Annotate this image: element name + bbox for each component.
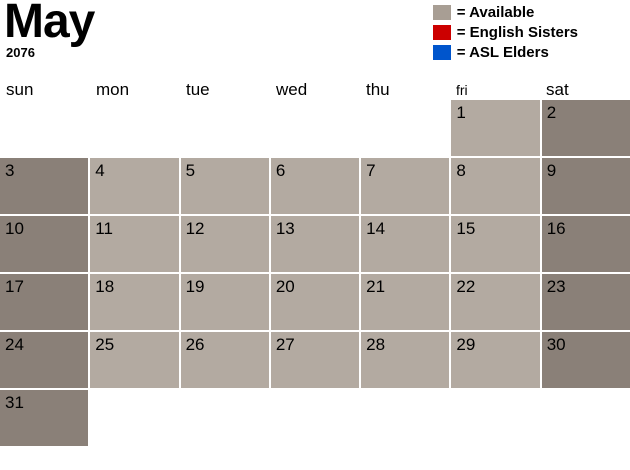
calendar-day-cell[interactable] <box>271 332 359 388</box>
weekday-label-tue: tue <box>186 80 210 99</box>
day-number: 8 <box>456 161 466 180</box>
legend-swatch-asl-elders <box>433 45 451 60</box>
calendar-cell-empty <box>271 390 359 446</box>
day-number: 4 <box>95 161 105 180</box>
day-number: 23 <box>546 277 566 296</box>
calendar-day-cell[interactable] <box>0 216 88 272</box>
calendar-day-cell[interactable] <box>542 216 630 272</box>
calendar-day-cell[interactable] <box>0 332 88 388</box>
day-number: 9 <box>546 161 557 180</box>
day-number: 6 <box>275 161 286 180</box>
calendar-week-row <box>0 100 630 156</box>
day-number: 16 <box>546 219 566 238</box>
calendar-cell-empty <box>90 390 178 446</box>
calendar-day-cell[interactable] <box>451 274 539 330</box>
calendar-day-cell[interactable] <box>271 216 359 272</box>
calendar-day-cell[interactable] <box>0 274 88 330</box>
day-number: 5 <box>185 161 196 180</box>
legend-label: = ASL Elders <box>456 44 549 61</box>
legend-row <box>433 44 578 61</box>
day-number: 12 <box>185 219 205 238</box>
calendar-day-cell[interactable] <box>361 216 449 272</box>
calendar-week-row <box>0 390 630 446</box>
day-number: 7 <box>366 161 376 180</box>
calendar-day-cell[interactable] <box>542 332 630 388</box>
day-number: 21 <box>366 277 386 296</box>
day-number: 13 <box>275 219 295 238</box>
calendar-day-cell[interactable] <box>361 332 449 388</box>
day-number: 24 <box>5 335 24 354</box>
legend-swatch-english-sisters <box>433 25 451 40</box>
day-number: 15 <box>456 219 476 238</box>
calendar-cell-empty <box>542 390 630 446</box>
day-number: 19 <box>185 277 205 296</box>
day-number: 26 <box>185 335 205 354</box>
calendar-cell-empty <box>361 390 449 446</box>
day-number: 20 <box>275 277 295 296</box>
calendar-week-row <box>0 158 630 214</box>
day-number: 14 <box>366 219 386 238</box>
day-number: 25 <box>95 335 115 354</box>
calendar-day-cell[interactable] <box>90 274 178 330</box>
day-number: 31 <box>5 393 24 412</box>
calendar-week-row <box>0 332 630 388</box>
day-number: 27 <box>275 335 295 354</box>
weekday-label-wed: wed <box>276 80 308 99</box>
legend-swatch-available <box>433 5 451 20</box>
day-number: 28 <box>366 335 386 354</box>
calendar-day-cell[interactable] <box>542 158 630 214</box>
legend <box>433 4 578 61</box>
calendar-grid <box>0 100 630 446</box>
calendar-day-cell[interactable] <box>181 332 269 388</box>
legend-label: = Available <box>456 4 535 21</box>
calendar-cell-empty <box>271 100 359 156</box>
calendar-day-cell[interactable] <box>542 274 630 330</box>
calendar-day-cell[interactable] <box>361 158 449 214</box>
day-number: 18 <box>95 277 115 296</box>
calendar-week-row <box>0 274 630 330</box>
calendar-day-cell[interactable] <box>90 332 178 388</box>
calendar-day-cell[interactable] <box>451 158 539 214</box>
day-number: 22 <box>456 277 476 296</box>
calendar-cell-empty <box>90 100 178 156</box>
calendar-cell-empty <box>181 100 269 156</box>
calendar-day-cell[interactable] <box>271 158 359 214</box>
day-number: 2 <box>546 103 557 122</box>
weekday-label-thu: thu <box>366 80 390 99</box>
calendar-day-cell[interactable] <box>181 158 269 214</box>
day-number: 10 <box>5 219 24 238</box>
legend-row <box>433 4 578 21</box>
calendar-cell-empty <box>451 390 539 446</box>
weekday-header-row <box>0 72 630 100</box>
weekday-label-mon: mon <box>96 80 130 99</box>
day-number: 29 <box>456 335 476 354</box>
calendar-header <box>0 0 630 72</box>
weekday-label-sun: sun <box>6 80 34 99</box>
day-number: 30 <box>546 335 566 354</box>
calendar-day-cell[interactable] <box>542 100 630 156</box>
calendar-day-cell[interactable] <box>361 274 449 330</box>
year-label: 2076 <box>6 45 35 60</box>
calendar-day-cell[interactable] <box>0 158 88 214</box>
calendar-cell-empty <box>0 100 88 156</box>
legend-row <box>433 24 578 41</box>
legend-label: = English Sisters <box>456 24 578 41</box>
calendar-day-cell[interactable] <box>271 274 359 330</box>
day-number: 11 <box>95 219 113 238</box>
month-year-block <box>4 0 94 60</box>
calendar-week-row <box>0 216 630 272</box>
weekday-label-sat: sat <box>546 80 569 99</box>
calendar-day-cell[interactable] <box>451 216 539 272</box>
calendar-day-cell[interactable] <box>0 390 88 446</box>
calendar-cell-empty <box>181 390 269 446</box>
page-title: May <box>4 0 95 48</box>
weekday-label-fri: fri <box>456 82 468 98</box>
calendar-day-cell[interactable] <box>451 100 539 156</box>
calendar-day-cell[interactable] <box>90 158 178 214</box>
calendar-day-cell[interactable] <box>181 274 269 330</box>
calendar-day-cell[interactable] <box>90 216 178 272</box>
calendar-day-cell[interactable] <box>451 332 539 388</box>
day-number: 1 <box>456 103 466 122</box>
day-number: 17 <box>5 277 24 296</box>
calendar-day-cell[interactable] <box>181 216 269 272</box>
day-number: 3 <box>5 161 15 180</box>
calendar-cell-empty <box>361 100 449 156</box>
